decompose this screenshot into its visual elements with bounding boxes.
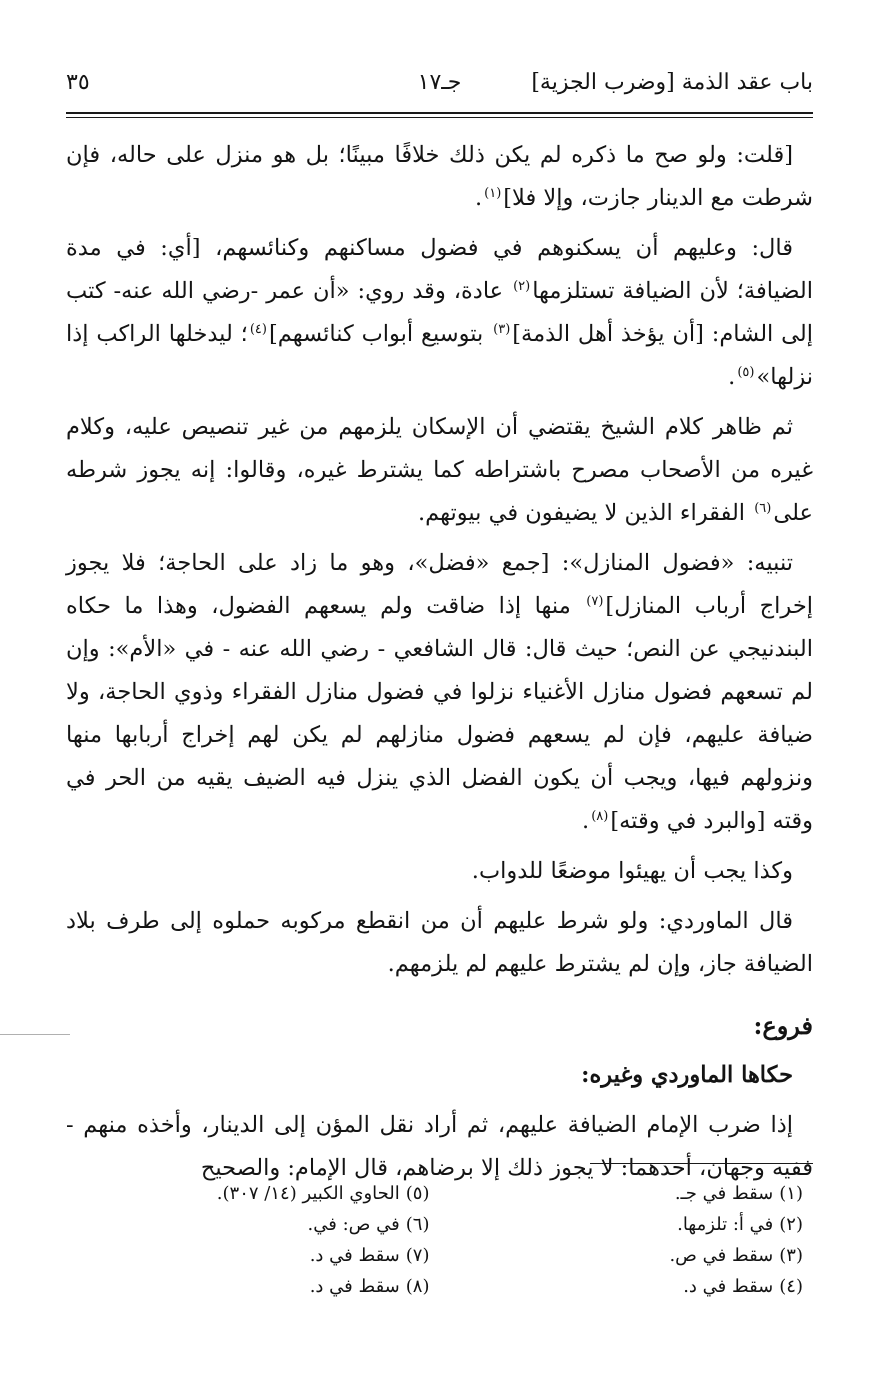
paragraph-tanbih <box>66 542 813 843</box>
footnote-ref[interactable]: (٣) <box>493 321 511 337</box>
footnote-ref[interactable]: (١) <box>484 185 502 201</box>
footnote-item <box>440 1271 814 1302</box>
footnote-item <box>440 1178 814 1209</box>
paragraph-text: إذا ضرب الإمام الضيافة عليهم، ثم أراد نقل المؤن إلى الدينار، وأخذه منهم - ففيه وجهان، أحدهما: لا يجوز ذلك إلا برضاهم، قال الإمام: والصحيح <box>66 1112 813 1181</box>
footnote-number: (٦) <box>405 1214 430 1235</box>
main-text <box>66 134 813 1197</box>
footnote-item <box>440 1209 814 1240</box>
footnote-item <box>66 1271 440 1302</box>
footnote-text: في ص: في. <box>307 1214 400 1235</box>
footnote-text: سقط في د. <box>309 1245 400 1266</box>
footnote-ref[interactable]: (٤) <box>249 321 267 337</box>
footnote-item <box>66 1178 440 1209</box>
paragraph-text: ثم ظاهر كلام الشيخ يقتضي أن الإسكان يلزمهم من غير تنصيص عليه، وكلام غيره من الأصحاب مصرح باشتراطه كما يشترط غيره، وقالوا: إنه يجوز شرطه على <box>66 414 813 526</box>
paragraph-dawab <box>66 850 813 893</box>
footnote-ref[interactable]: (٧) <box>586 593 604 609</box>
footnote-item <box>66 1240 440 1271</box>
paragraph-tail: . <box>728 364 736 390</box>
paragraph-text: قال: وعليهم أن يسكنوهم في فضول مساكنهم وكنائسهم، [أي: في مدة الضيافة؛ لأن الضيافة تستلزمها <box>66 235 813 304</box>
footnote-number: (٤) <box>779 1276 803 1297</box>
header-rule <box>66 112 813 118</box>
paragraph-text: الفقراء الذين لا يضيفون في بيوتهم. <box>418 500 753 526</box>
footnote-ref[interactable]: (٦) <box>754 500 772 516</box>
paragraph-mawardi <box>66 900 813 986</box>
volume-number: جـ١٧ <box>417 70 462 95</box>
footnote-number: (٢) <box>779 1214 803 1235</box>
footnote-rule <box>590 1163 813 1164</box>
page-header <box>66 64 813 104</box>
footnote-number: (٥) <box>405 1183 430 1204</box>
footnote-number: (١) <box>779 1183 803 1204</box>
footnote-ref[interactable]: (٢) <box>513 278 531 294</box>
scan-mark <box>0 1034 70 1035</box>
section-heading-furu: فروع: <box>753 1011 813 1040</box>
footnote-text: الحاوي الكبير (١٤/ ٣٠٧). <box>216 1183 400 1204</box>
footnote-text: سقط في د. <box>683 1276 774 1297</box>
footnotes-column-right <box>440 1178 814 1302</box>
footnotes-column-left <box>66 1178 440 1302</box>
chapter-title: باب عقد الذمة [وضرب الجزية] <box>531 70 813 95</box>
footnote-ref[interactable]: (٨) <box>591 808 609 824</box>
footnote-number: (٧) <box>405 1245 430 1266</box>
footnote-text: سقط في ص. <box>669 1245 774 1266</box>
footnote-text: سقط في د. <box>309 1276 400 1297</box>
footnote-text: سقط في جـ. <box>674 1183 774 1204</box>
footnote-ref[interactable]: (٥) <box>737 364 755 380</box>
section-subheading: حكاها الماوردي وغيره: <box>581 1062 793 1088</box>
paragraph-text: وكذا يجب أن يهيئوا موضعًا للدواب. <box>471 858 793 884</box>
footnote-text: في أ: تلزمها. <box>677 1214 774 1235</box>
footnote-number: (٨) <box>405 1276 430 1297</box>
paragraph-text: ؛ ليدخلها الراكب إذا نزلها» <box>66 321 813 390</box>
paragraph-text: قال الماوردي: ولو شرط عليهم أن من انقطع مركوبه حملوه إلى طرف بلاد الضيافة جاز، وإن لم يشترط عليهم لم يلزمهم. <box>66 908 813 977</box>
paragraph-text: بتوسيع أبواب كنائسهم] <box>268 321 492 347</box>
footnote-item <box>440 1240 814 1271</box>
footnote-item <box>66 1209 440 1240</box>
paragraph-text: [قلت: ولو صح ما ذكره لم يكن ذلك خلافًا مبينًا؛ بل هو منزل على حاله، فإن شرطت مع الدينار جازت، وإلا فلا] <box>66 142 813 211</box>
page-number: ٣٥ <box>66 70 90 95</box>
paragraph-text: تنبيه: «فضول المنازل»: [جمع «فضل»، وهو ما زاد على الحاجة؛ فلا يجوز إخراج أرباب المنازل] <box>66 550 813 619</box>
paragraph-zahir <box>66 406 813 535</box>
paragraph-tail: . <box>582 808 590 834</box>
paragraph-text: عادة، وقد روي: «أن عمر -رضي الله عنه- كتب إلى الشام: [أن يؤخذ أهل الذمة] <box>66 278 813 347</box>
paragraph-qala <box>66 227 813 399</box>
footnote-number: (٣) <box>779 1245 803 1266</box>
paragraph-text: منها إذا ضاقت ولم يسعهم الفضول، وهذا ما حكاه البندنيجي عن النص؛ حيث قال: قال الشافعي - رضي الله عنه - في «الأم»: وإن لم تسعهم فضول منازل الأغنياء نزلوا في فضول منازل الفقراء وذوي الحاجة، ولا ضيافة عليهم، فإن لم يسعهم فضول منازلهم لم يكن لهم إخراج أربابها منها ونزولهم فيها، ويجب أن يكون الفضل الذي ينزل فيه الضيف يقيه من الحر في وقته [والبرد في وقته] <box>66 593 813 834</box>
paragraph-tail: . <box>474 185 483 211</box>
paragraph-qultu <box>66 134 813 220</box>
